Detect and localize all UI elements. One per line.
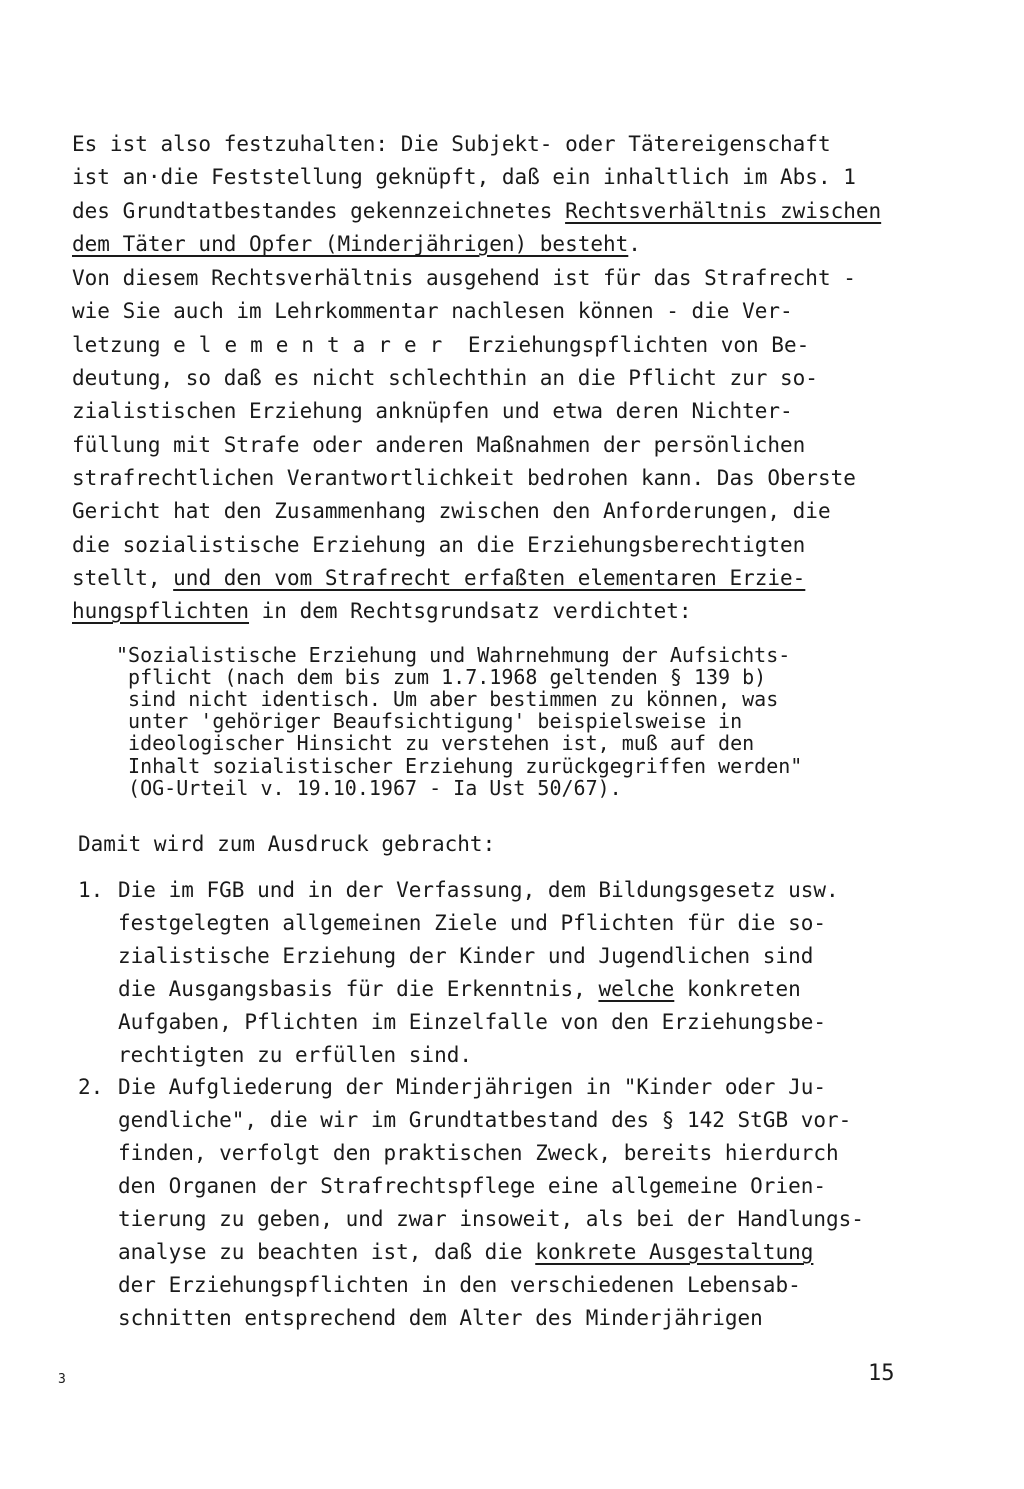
text-line [72,397,793,425]
quote-line: pflicht (nach dem bis zum 1.7.1968 geltenden § 139 b) [116,665,767,689]
text-span: ist an·die Feststellung geknüpft, daß ein inhaltlich im Abs. 1 [72,165,856,189]
text-span: tierung zu geben, und zwar insoweit, als bei der Handlungs- [118,1207,864,1231]
text-line [72,197,912,225]
text-line [118,876,839,904]
text-line [72,431,805,459]
text-span: zialistische Erziehung der Kinder und Jugendlichen sind [118,944,814,968]
quote-line: ideologischer Hinsicht zu verstehen ist, muß auf den [116,731,755,755]
underlined-text: welche [598,977,675,1001]
text-line [72,364,818,392]
text-span: zialistischen Erziehung anknüpfen und etwa deren Nichter- [72,399,793,423]
spaced-emphasis: elementarer [173,333,456,357]
text-line [118,1304,763,1332]
quote-line: "Sozialistische Erziehung und Wahrnehmung der Aufsichts- [116,643,791,667]
text-span: des Grundtatbestandes gekennzeichnetes [72,199,566,223]
list-number: 2. [78,1075,104,1099]
text-line [118,1073,826,1101]
text-span: Es ist also festzuhalten: Die Subjekt- oder Tätereigenschaft [72,132,831,156]
text-line [118,975,801,1003]
text-line [118,1008,826,1036]
underlined-text: hungspflichten [72,599,250,623]
quote-line: Inhalt sozialistischer Erziehung zurückgegriffen werden" [116,754,803,778]
text-span: letzung [72,333,174,357]
margin-marker: 3 [58,1372,66,1387]
list-intro: Damit wird zum Ausdruck gebracht: [78,832,496,856]
text-line [72,331,809,359]
text-span: deutung, so daß es nicht schlechthin an die Pflicht zur so- [72,366,818,390]
text-line [72,230,912,258]
text-line [72,564,805,592]
text-line [72,464,856,492]
text-span: finden, verfolgt den praktischen Zweck, bereits hierdurch [118,1141,839,1165]
text-span: . [628,232,641,256]
text-line [72,130,912,158]
text-span: Aufgaben, Pflichten im Einzelfalle von den Erziehungsbe- [118,1010,827,1034]
text-span: die sozialistische Erziehung an die Erziehungsberechtigten [72,533,806,557]
text-line [118,1172,826,1200]
text-span: analyse zu beachten ist, daß die [118,1240,536,1264]
text-span: in dem Rechtsgrundsatz verdichtet: [249,599,692,623]
text-span: konkreten [674,977,801,1001]
text-span: den Organen der Strafrechtspflege eine allgemeine Orien- [118,1174,827,1198]
text-span: Die im FGB und in der Verfassung, dem Bildungsgesetz usw. [118,878,839,902]
text-span: festgelegten allgemeinen Ziele und Pflichten für die so- [118,911,827,935]
text-line [118,1271,801,1299]
text-span: füllung mit Strafe oder anderen Maßnahmen der persönlichen [72,433,806,457]
text-span: strafrechtlichen Verantwortlichkeit bedrohen kann. Das Oberste [72,466,856,490]
text-line [118,1238,813,1266]
text-span: schnitten entsprechend dem Alter des Minderjährigen [118,1306,763,1330]
quote-line: sind nicht identisch. Um aber bestimmen zu können, was [116,687,779,711]
text-line [72,163,912,191]
text-span: die Ausgangsbasis für die Erkenntnis, [118,977,599,1001]
text-span: Die Aufgliederung der Minderjährigen in "Kinder oder Ju- [118,1075,827,1099]
text-line [72,497,831,525]
text-line [72,531,805,559]
text-span: wie Sie auch im Lehrkommentar nachlesen können - die Ver- [72,299,793,323]
underlined-text: und den vom Strafrecht erfaßten elementaren Erzie- [173,566,806,590]
text-line [118,909,826,937]
underlined-text: konkrete Ausgestaltung [535,1240,814,1264]
text-line [118,942,813,970]
text-line [118,1205,864,1233]
page-number: 15 [868,1361,895,1386]
text-span: Von diesem Rechtsverhältnis ausgehend ist für das Strafrecht - [72,266,856,290]
quote-line: unter 'gehöriger Beaufsichtigung' beispielsweise in [116,709,743,733]
text-line [118,1139,839,1167]
text-span: Erziehungspflichten von Be- [455,333,810,357]
text-line [118,1041,472,1069]
text-span: stellt, [72,566,174,590]
underlined-text: Rechtsverhältnis zwischen [565,199,882,223]
text-span: gendliche", die wir im Grundtatbestand des § 142 StGB vor- [118,1108,852,1132]
text-line [72,597,692,625]
underlined-text: dem Täter und Opfer (Minderjährigen) besteht [72,232,629,256]
text-line [118,1106,851,1134]
text-line [72,297,793,325]
text-span: rechtigten zu erfüllen sind. [118,1043,473,1067]
list-number: 1. [78,878,104,902]
text-span: der Erziehungspflichten in den verschiedenen Lebensab- [118,1273,801,1297]
text-line [72,264,856,292]
quote-line: (OG-Urteil v. 19.10.1967 - Ia Ust 50/67). [116,776,622,800]
text-span: Gericht hat den Zusammenhang zwischen den Anforderungen, die [72,499,831,523]
